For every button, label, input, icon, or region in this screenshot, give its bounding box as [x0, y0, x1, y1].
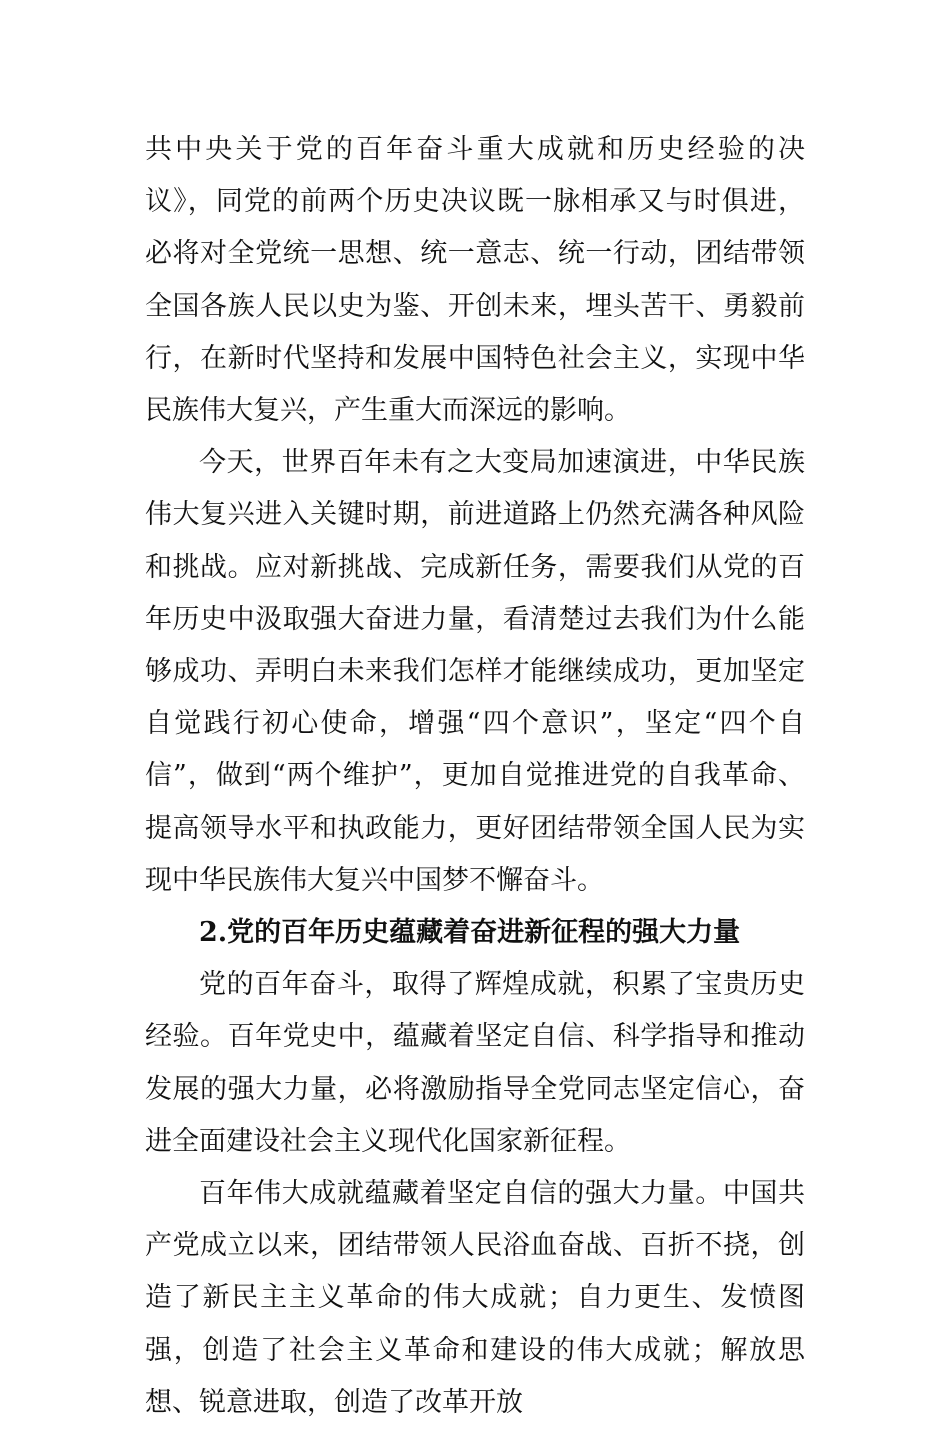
paragraph-continued-resolution: 共中央关于党的百年奋斗重大成就和历史经验的决议》，同党的前两个历史决议既一脉相承又与时俱进，必将对全党统一思想、统一意志、统一行动，团结带领全国各族人民以史为鉴、开创未来，埋头苦干、勇毅前行，在新时代坚持和发展中国特色社会主义，实现中华民族伟大复兴，产生重大而深远的影响。 [145, 134, 805, 427]
paragraph-great-achievements: 百年伟大成就蕴藏着坚定自信的强大力量。中国共产党成立以来，团结带领人民浴血奋战、百折不挠，创造了新民主主义革命的伟大成就；自力更生、发愤图强，创造了社会主义革命和建设的伟大成就；解放思想、锐意进取，创造了改革开放 [145, 1178, 805, 1418]
section-heading: 2.党的百年历史蕴藏着奋进新征程的强大力量 [199, 917, 741, 949]
paragraph-today-challenges: 今天，世界百年未有之大变局加速演进，中华民族伟大复兴进入关键时期，前进道路上仍然充满各种风险和挑战。应对新挑战、完成新任务，需要我们从党的百年历史中汲取强大奋进力量，看清楚过去我们为什么能够成功、弄明白未来我们怎样才能继续成功，更加坚定自觉践行初心使命，增强“四个意识”，坚定“四个自信”，做到“两个维护”，更加自觉推进党的自我革命、提高领导水平和执政能力，更好团结带领全国人民为实现中华民族伟大复兴中国梦不懈奋斗。 [145, 447, 805, 896]
document-body [145, 124, 805, 1429]
paragraph-century-struggle: 党的百年奋斗，取得了辉煌成就，积累了宝贵历史经验。百年党史中，蕴藏着坚定自信、科学指导和推动发展的强大力量，必将激励指导全党同志坚定信心，奋进全面建设社会主义现代化国家新征程。 [145, 969, 805, 1157]
